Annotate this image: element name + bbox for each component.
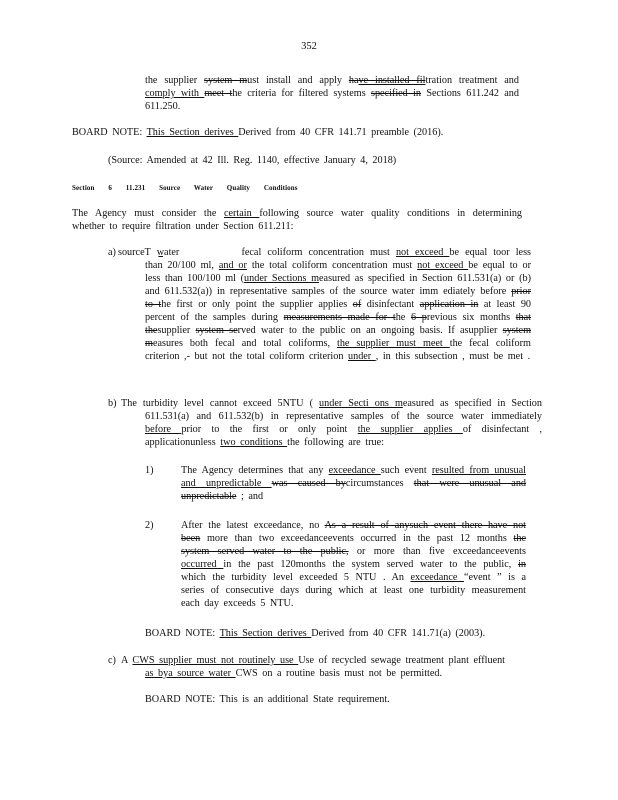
inserted-text: under Sections m [244,273,320,284]
lead-paragraph: the supplier system must install and apply have installed filtration treatment and comply with meet the criteria for filtered systems specified in Sections 611.242 and 611.250. [145,75,519,112]
inserted-text: comply with [145,88,205,99]
subsection-b-item-2: After the latest exceedance, no As a result of anysuch event there have not been more than two exceedanceevents occurred in the past 12 months the system served water to the public, or more than five exceedanceevents occurred in the past 120months the system served water to the public, in which the turbidity level exceeded 5 NTU . An exceedance “event ” is a series of consecutive days during which at least one turbidity measurement each day exceeds 5 NTU. [181,520,527,609]
deleted-text: system se [195,325,238,336]
board-note: BOARD NOTE: This Section derives Derived from 40 CFR 141.71 preamble (2016). [72,127,444,138]
deleted-text: in [518,559,526,570]
inserted-text: under [348,351,376,362]
subsection-b: The turbidity level cannot exceed 5NTU ( under Secti ons measured as specified in Section 611.531(a) and 611.532(b) in representative samples of the source water immediately before prior to the first or only point the supplier applies of disinfectant , applicationunless two conditions the following are true: [121,398,543,448]
subsection-b-item-1: The Agency determines that any exceedance such event resulted from unusual and unpredictable was caused bycircumstances that were unusual and unpredictable ; and [181,465,527,502]
inserted-text: exceedance [328,465,381,476]
deleted-text: ha [348,75,359,86]
subsection-label: c) [108,655,116,666]
inserted-text: CWS supplier must not routinely use [132,655,299,666]
section-heading: Section 6 11.231 Source Water Quality Conditions [72,184,298,192]
inserted-text: ve installed fil [358,75,426,86]
subsection-label: b) [108,398,117,409]
deleted-text: 6 p [410,312,427,323]
inserted-text: and or [218,260,247,271]
deleted-text: prior to t [145,286,531,310]
inserted-text: not exceed [417,260,469,271]
inserted-text: under Secti ons m [319,398,403,409]
inserted-text: two conditions [220,437,288,448]
subsection-label: a) [108,247,116,258]
deleted-text: was caused by [271,478,346,489]
inserted-text: resulted from unusual and unpredictable [181,465,527,489]
inserted-text: exceedance [410,572,464,583]
source-note: (Source: Amended at 42 Ill. Reg. 1140, effective January 4, 2018) [108,155,397,166]
inserted-text: the supplier applies [357,424,463,435]
deleted-text: As a result of anysuch event there have not been [181,520,526,544]
item-label: 1) [145,465,154,476]
deleted-text: system m [204,75,248,86]
inserted-text: before [145,424,182,435]
deleted-text: that were unusual and unpredictable [181,478,527,502]
deleted-text: specified in [371,88,422,99]
subsection-c: A CWS supplier must not routinely use Use of recycled sewage treatment plant effluent as bya source water CWS on a routine basis must not be permitted. [121,655,506,679]
deleted-text: application in [419,299,479,310]
page-number: 352 [301,41,317,52]
board-note: BOARD NOTE: This Section derives Derived from 40 CFR 141.71(a) (2003). [145,628,486,639]
deleted-text: meet t [204,88,233,99]
inserted-text: certain [224,208,260,219]
inserted-text: not exceed [395,247,450,258]
deleted-text: of [352,299,362,310]
board-note: BOARD NOTE: This is an additional State requirement. [145,694,390,705]
inserted-text: occurred [181,559,224,570]
deleted-text: system m [145,325,531,349]
intro-paragraph: The Agency must consider the certain following source water quality conditions in determining whether to require filtration under Section 611.211: [72,208,523,232]
inserted-text: as bya source water [145,668,236,679]
inserted-text: This Section derives [219,628,312,639]
deleted-text: measurements made for t [283,312,396,323]
deleted-text: the system served water to the public, [181,533,526,557]
inserted-text: the supplier must meet [337,338,450,349]
item-label: 2) [145,520,154,531]
subsection-a: sourceT water fecal coliform concentration must not exceed be equal toor less than 20/100 ml, and or the total coliform concentration must not exceed be equal to or less than 100/100 ml (under Sections measured as specified in Section 611.531(a) or (b) and 611.532(a)) in representative samples of the source water imm ediately before prior to the first or only point the supplier applies of disinfectant application in at least 90 percent of the samples during measurements made for the 6 previous six months that thesupplier system served water to the public on an ongoing basis. If asupplier system measures both fecal and total coliforms, the supplier must meet the fecal coliform criterion ,- but not the total coliform criterion under , in this subsection , must be met . [118,247,532,362]
deleted-text: that the [145,312,531,336]
inserted-text [185,246,235,259]
inserted-text: This Section derives [146,127,239,138]
